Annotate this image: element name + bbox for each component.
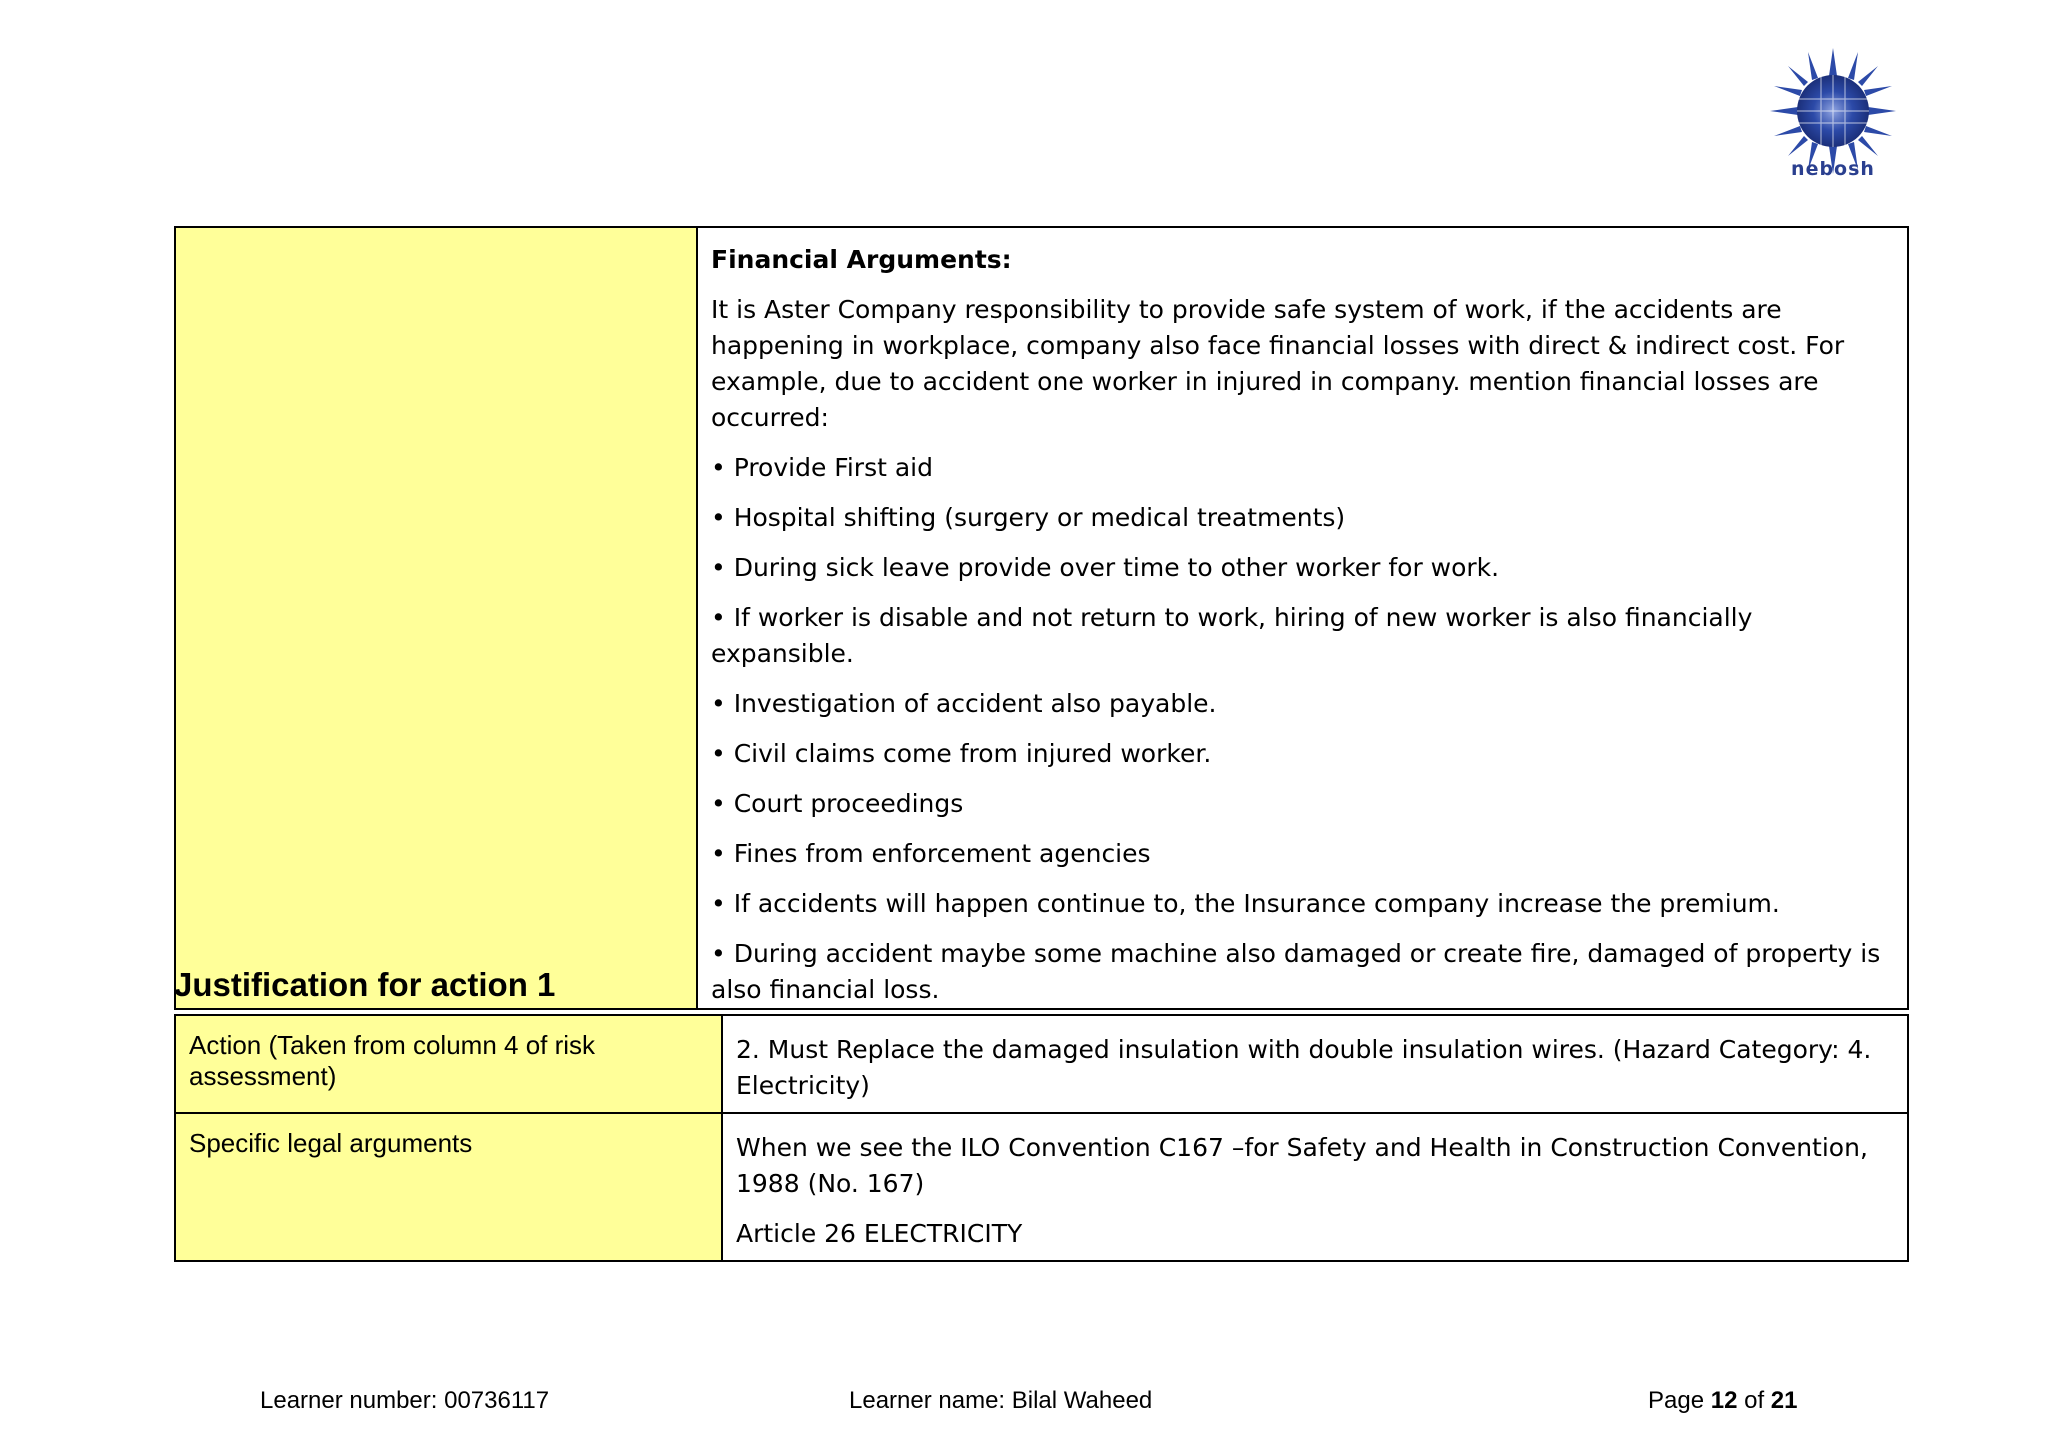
legal-argument-line: Article 26 ELECTRICITY	[736, 1219, 1023, 1248]
table-row	[175, 1113, 1908, 1261]
action-value: 2. Must Replace the damaged insulation with double insulation wires. (Hazard Category: 4. Electricity)	[722, 1015, 1908, 1113]
page-word: Page	[1648, 1387, 1705, 1414]
financial-bullet: • If worker is disable and not return to work, hiring of new worker is also financially expansible.	[711, 603, 1753, 668]
financial-bullet: • Court proceedings	[711, 789, 964, 818]
financial-bullet: • If accidents will happen continue to, the Insurance company increase the premium.	[711, 889, 1780, 918]
legal-argument-line: When we see the ILO Convention C167 –for Safety and Health in Construction Convention, 1988 (No. 167)	[736, 1133, 1868, 1198]
financial-bullet: • Fines from enforcement agencies	[711, 839, 1151, 868]
financial-label-cell	[175, 227, 697, 1009]
justification-table	[174, 1014, 1909, 1262]
financial-arguments-table	[174, 226, 1909, 1010]
financial-bullet: • Hospital shifting (surgery or medical treatments)	[711, 503, 1346, 532]
financial-bullet: • During accident maybe some machine also damaged or create fire, damaged of property is also financial loss.	[711, 939, 1881, 1004]
page-number	[1648, 1387, 1798, 1415]
legal-arguments-value	[722, 1113, 1908, 1261]
legal-arguments-label: Specific legal arguments	[175, 1113, 722, 1261]
action-label: Action (Taken from column 4 of risk assessment)	[175, 1015, 722, 1113]
learner-name: Learner name: Bilal Waheed	[849, 1387, 1153, 1414]
learner-number: Learner number: 00736117	[260, 1387, 550, 1414]
financial-bullet: • Civil claims come from injured worker.	[711, 739, 1212, 768]
financial-bullet: • Provide First aid	[711, 453, 933, 482]
logo-wordmark: nebosh	[1791, 158, 1875, 180]
financial-content-cell	[697, 227, 1908, 1009]
financial-bullet: • Investigation of accident also payable.	[711, 689, 1217, 718]
table-row	[175, 1015, 1908, 1113]
financial-bullet: • During sick leave provide over time to other worker for work.	[711, 553, 1500, 582]
of-word: of	[1744, 1387, 1765, 1414]
financial-heading: Financial Arguments:	[711, 245, 1012, 274]
page-current: 12	[1710, 1387, 1738, 1414]
section-title: Justification for action 1	[174, 966, 556, 1003]
financial-intro: It is Aster Company responsibility to provide safe system of work, if the accidents are happening in workplace, company also face financial losses with direct & indirect cost. For example, due to accident one worker in injured in company. mention financial losses are occurred:	[711, 295, 1845, 432]
page-total: 21	[1770, 1387, 1798, 1414]
